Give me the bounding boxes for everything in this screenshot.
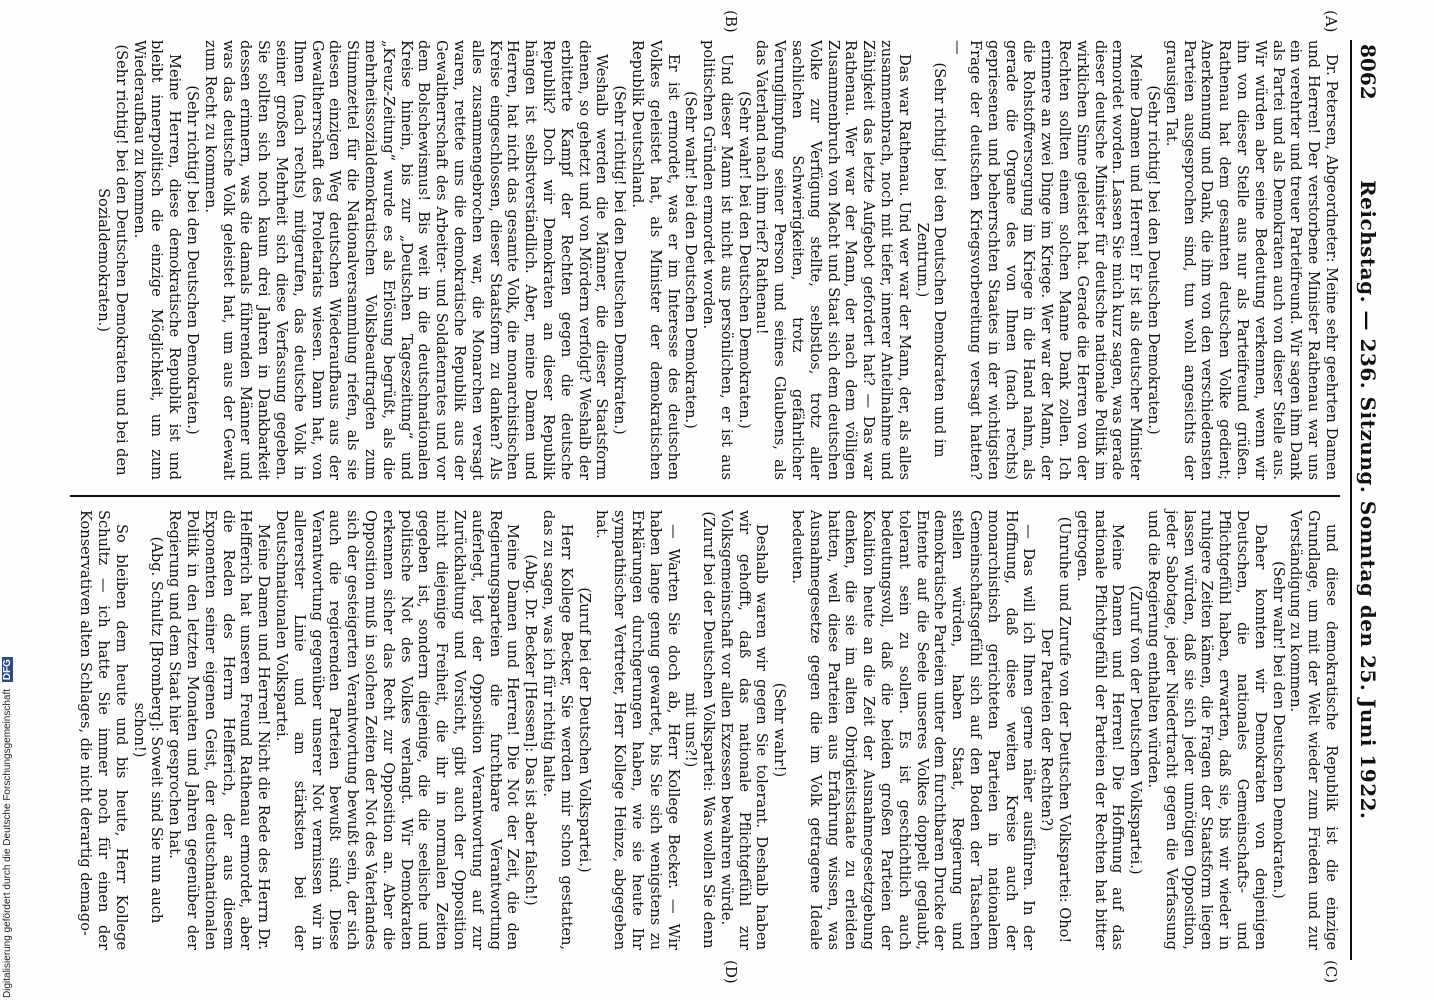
dfg-logo: DFG bbox=[2, 659, 13, 681]
interjection-paragraph: (Sehr richtig! bei den Deutschen Demokraten und bei den Sozialdemokraten.) bbox=[95, 44, 130, 476]
interjection-paragraph: (Sehr wahr! bei den Deutschen Demokraten.) bbox=[1269, 561, 1287, 899]
speech-paragraph: Deshalb waren wir gegen Sie tolerant. Deshalb haben wir gehofft, daß das nationale Pflichtgefühl zur Volksgemeinschaft vor allen Exzessen bewahren würde. bbox=[717, 510, 771, 950]
footer-text: Digitalisierung gefördert durch die Deutsche Forschungsgemeinschaft bbox=[2, 688, 13, 998]
speech-paragraph: Er ist ermordet, was er im Interesse des deutschen Volkes geleistet hat, als Minister der demokratischen Republik Deutschland. bbox=[628, 40, 682, 480]
margin-marker-c: (C) bbox=[1322, 960, 1340, 984]
margin-marker-a: (A) bbox=[1322, 10, 1340, 33]
interjection-paragraph: (Sehr richtig! bei den Deutschen Demokraten und im Zentrum.) bbox=[913, 62, 949, 458]
rotated-page-frame bbox=[60, 10, 1380, 984]
interjection-paragraph: (Abg. Dr. Becker [Hessen]: Das ist aber falsch!) bbox=[522, 554, 540, 906]
interjection-paragraph: (Zuruf bei der Deutschen Volkspartei.) bbox=[575, 587, 593, 873]
page-header bbox=[1350, 40, 1380, 960]
page-number: 8062 bbox=[1356, 44, 1380, 100]
speech-paragraph: Meine Herren, diese demokratische Republik ist und bleibt innerpolitisch die einzige Möglichkeit, um zum Wiederaufbau zu kommen. bbox=[130, 40, 184, 480]
margin-marker-d: (D) bbox=[722, 960, 740, 984]
speech-paragraph: und diese demokratische Republik ist die einzige Grundlage, um mit der Welt wieder zum Frieden und zur Verständigung zu kommen. bbox=[1287, 510, 1340, 950]
speech-paragraph: — Das will ich Ihnen gerne näher ausführen. In der Hoffnung, daß diese weiten Kreise auch der monarchistisch gerichteten Parteien in nationalem Gemeinschaftsgefühl sich auf den Boden der Tatsachen stellen würden, haben Staat, Regierung und demokratische Parteien unter dem furchtbaren Drucke der Entente auf die Seele unseres Volkes doppelt geglaubt, tolerant sein zu sollen. Es ist geschichtlich auch bedeutungsvoll, daß die beiden großen Parteien der Koalition heute an die Zeit der Ausnahmegesetzgebung denken, die sie im alten Obrigkeitsstaate zu erleiden hatten, weil diese Parteien aus Erfahrung wissen, was Ausnahmegesetze gegen die im Volk getragene Ideale bedeuten. bbox=[789, 510, 1038, 950]
speech-paragraph: Meine Damen und Herren! Die Not der Zeit, die den Regierungsparteien die furchtbare Verantwortung auferlegt, legt der Opposition Verantwortung auf zur Zurückhaltung und Vorsicht, gibt auch der Opposition nicht diejenige Freiheit, die ihr in normalen Zeiten gegeben ist, sondern diejenige, die die seelische und politische Not des Volkes verlangt. Wir Demokraten erkennen sicher das Recht zur Opposition an. Aber die Opposition muß in solchen Zeiten der Not des Vaterlandes sich der gesteigerten Verantwortung bewußt sein, der sich auch die regierenden Parteien bewußt sind. Diese Verantwortung gegenüber unserer Not vermissen wir in allererster Linie und am stärksten bei der Deutschnationalen Volkspartei. bbox=[272, 510, 522, 950]
left-column bbox=[94, 40, 1340, 480]
speech-paragraph: Weshalb werden die Männer, die dieser Staatsform dienen, so gehetzt und von Mördern verfolgt? Weshalb der erbitterte Kampf der Rechten gegen die deutsche Republik? Doch wir Demokraten an dieser Republik hängen ist selbstverständlich. Aber, meine Damen und Herren, hat nicht das gesamte Volk, die monarchistischen Kreise eingeschlossen, dieser Staatsform zu danken? Als alles zusammengebrochen war, die Monarchen versagt waren, rettete uns die demokratische Republik aus der Gewaltherrschaft des Arbeiter- und Soldatenrates und vor dem Bolschewismus! Bis weit in die deutschnationalen Kreise hinein, bis zur „Deutschen Tageszeitung“ und „Kreuz-Zeitung“ wurde es als Erlösung begrüßt, als die mehrheitssozialdemokratischen Volksbeauftragten zum Stimmzettel für die Nationalversammlung riefen, als sie diesen einzigen Weg deutschen Wiederaufbaus aus der Gewaltherrschaft des Proletariats wiesen. Dann hat, von Ihnen (nach rechts) mitgerufen, das deutsche Volk in seiner großen Mehrheit sich diese Verfassung gegeben. Sie sollten sich noch kaum drei Jahren in Dankbarkeit dessen erinnern, was die damals führenden Männer und was das deutsche Volk geleistet hat, um aus der Gewalt zum Recht zu kommen. bbox=[201, 40, 611, 480]
footer-credit bbox=[2, 0, 14, 998]
speech-paragraph: Meine Damen und Herren! Nicht die Rede des Herrn Dr. Helfferich hat unseren Freund Rathenau ermordet, aber die Reden des Herrn Helfferich, der aus diesem Exponenten seiner eigenen Geist, der deutschnationalen Politik in den letzten Monaten und Jahren gegenüber der Regierung und dem Staat hier gesprochen hat. bbox=[166, 510, 273, 950]
speech-paragraph: — Warten Sie doch ab, Herr Kollege Becker. — Wir haben lange genug gewartet, bis Sie sich wenigstens zu Erklärungen durchgerungen haben, wie sie heute Ihr sympathischer Vertreter, Herr Kollege Heinze, abgegeben hat. bbox=[593, 510, 682, 950]
interjection-paragraph: (Sehr wahr! bei den Deutschen Demokraten.) bbox=[682, 91, 700, 429]
interjection-paragraph: (Unruhe und Zurufe von der Deutschen Volkspartei: Oho! Der Parteien der Rechten?) bbox=[1038, 516, 1074, 944]
interjection-paragraph: (Sehr wahr!) bbox=[771, 682, 789, 778]
speech-paragraph: Das war Rathenau. Und wer war der Mann, der, als alles zusammenbrach, noch mit tiefer, innerer Anteilnahme und Zähigkeit das letzte Aufgebot gefordert hat? — Das war Rathenau. Wer war der Mann, der nach dem völligen Zusammenbruch von Macht und Staat sich dem deutschen Volke zur Verfügung stellte, selbstlos, trotz aller sachlichen Schwierigkeiten, trotz gefährlicher Verunglimpfung seiner Person und seines Glaubens, als das Vaterland nach ihm rief? Rathenau! bbox=[753, 40, 913, 480]
page-title: Reichstag. — 236. Sitzung. Sonntag den 25. Juni 1922. bbox=[1356, 180, 1380, 820]
speech-paragraph: So bleiben dem heute und bis heute, Herr Kollege Schultz — ich hatte Sie immer noch für einen der Konservativen alten Schlages, die nicht derartig demago- bbox=[77, 510, 130, 950]
interjection-paragraph: (Zuruf bei der Deutschen Volkspartei: Was wollen Sie denn mit uns?!) bbox=[682, 511, 718, 949]
speech-paragraph: Daher konnten wir Demokraten von denjenigen Deutschen, die nationales Gemeinschafts- und Pflichtgefühl haben, erwarten, daß sie, bis wir wieder in ruhigere Zeiten kämen, die Fragen der Staatsform liegen lassen würden, daß sie sich jeder unnötigen Opposition, jeder Sabotage, jeder Niedertracht gegen die Verfassung und die Regierung enthalten würden. bbox=[1145, 510, 1269, 950]
right-column bbox=[76, 510, 1340, 950]
interjection-paragraph: (Sehr richtig! bei den Deutschen Demokraten.) bbox=[184, 85, 201, 435]
speech-paragraph: Dr. Petersen, Abgeordneter: Meine sehr geehrten Damen und Herren! Der verstorbene Minister Rathenau war uns ein verehrter und treuer Parteifreund. Wir sagen ihm Dank als Partei und als Demokraten auch von dieser Stelle aus. Wir würden aber seine Bedeutung verkennen, wenn wir ihn von dieser Stelle aus nur als Parteifreund grüßen. Rathenau hat dem gesamten deutschen Volke gedient; Anerkennung und Dank, die ihm von den verschiedensten Parteien ausgesprochen sind, tun wohl angesichts der grausigen Tat. bbox=[1162, 40, 1340, 480]
interjection-paragraph: (Abg. Schultz [Bromberg]: Soweit sind Sie nun auch schon!) bbox=[130, 536, 166, 924]
speech-paragraph: Herr Kollege Becker, Sie werden mir schon gestatten, das zu sagen, was ich für richtig halte. bbox=[539, 510, 575, 950]
speech-paragraph: Meine Damen und Herren! Er ist als deutscher Minister ermordet worden. Lassen Sie mich kurz sagen, was gerade dieser deutsche Minister für deutsche nationale Politik im wirklichen Sinne geleistet hat. Gerade die Herren von der Rechten sollten einem solchen Manne Dank zollen. Ich erinnere an zwei Dinge im Kriege. Wer war der Mann, der die Rohstoffversorgung im Kriege in die Hand nahm, als gerade die Organe des von Ihnen (nach rechts) gepriesenen und beherrschten Staates in der wichtigsten Frage der deutschen Kriegsvorbereitung versagt hatten? — bbox=[949, 40, 1145, 480]
interjection-paragraph: (Sehr richtig! bei den Deutschen Demokraten.) bbox=[1145, 85, 1163, 435]
margin-marker-b: (B) bbox=[722, 10, 740, 33]
interjection-paragraph: (Zuruf von der Deutschen Volkspartei.) bbox=[1127, 585, 1145, 875]
interjection-paragraph: (Sehr wahr! bei den Deutschen Demokraten.) bbox=[735, 91, 753, 429]
speech-paragraph: Meine Damen und Herren! Die Hoffnung auf das nationale Pflichtgefühl der Parteien der Rechten hat bitter getrogen. bbox=[1073, 510, 1127, 950]
interjection-paragraph: (Sehr richtig! bei den Deutschen Demokraten.) bbox=[611, 85, 629, 435]
column-divider bbox=[70, 495, 1340, 497]
speech-paragraph: Und dieser Mann ist nicht aus persönlichen, er ist aus politischen Gründen ermordet worden. bbox=[700, 40, 735, 480]
